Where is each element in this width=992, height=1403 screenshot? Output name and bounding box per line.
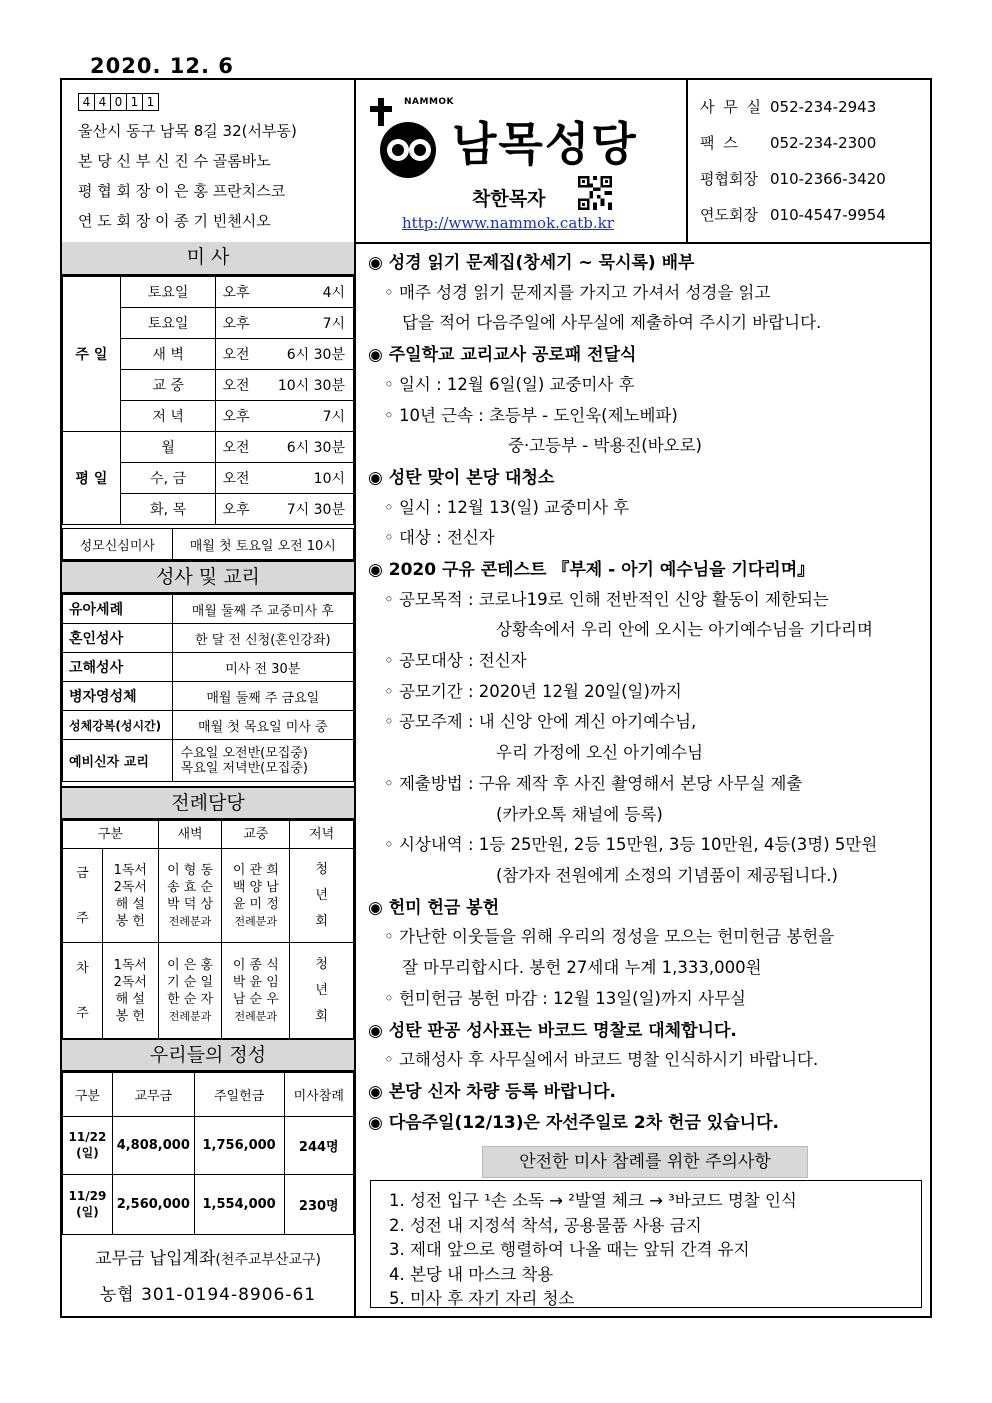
offering-title: 우리들의 정성 — [62, 1038, 354, 1072]
rosary-president: 연 도 회 장 이 종 기 빈첸시오 — [78, 212, 271, 230]
sunday-label: 주 일 — [63, 277, 121, 432]
mass-day: 교 중 — [120, 370, 216, 401]
notice-line: ◦ 10년 근속 : 초등부 - 도인욱(제노베파) — [384, 406, 678, 425]
notice-line: ◦ 매주 성경 읽기 문제지를 가지고 가셔서 성경을 읽고 — [384, 283, 771, 302]
safety-item: 4. 본당 내 마스크 착용 — [389, 1264, 554, 1284]
safety-item: 1. 성전 입구 ¹손 소독 → ²발열 체크 → ³바코드 명찰 인식 — [389, 1191, 797, 1210]
slogan: 착한목자 — [472, 188, 546, 210]
devotion-label: 성모신심미사 — [63, 529, 173, 560]
weekday-label: 평 일 — [63, 432, 121, 525]
address: 울산시 동구 남목 8길 32(서부동) — [78, 122, 297, 140]
mass-day: 저 녁 — [120, 401, 216, 432]
roles: 1독서 2독서 해 설 봉 헌 — [102, 943, 158, 1039]
notice-line: ◦ 대상 : 전신자 — [384, 528, 495, 547]
main-staff: 이 관 희 백 양 남 윤 미 정 전례분과 — [222, 849, 290, 943]
mass-time: 오후 7시 30분 — [216, 494, 354, 525]
left-column — [62, 242, 356, 1318]
notice-line: ◦ 공모기간 : 2020년 12월 20일(일)까지 — [384, 682, 682, 701]
week-label: 차 주 — [63, 943, 103, 1039]
mass-table — [62, 276, 354, 525]
zip-digit: 1 — [126, 93, 143, 111]
notice-line: ◦ 가난한 이웃들을 위해 우리의 정성을 모으는 헌미헌금 봉헌을 — [384, 927, 835, 946]
safety-title: 안전한 미사 참례를 위한 주의사항 — [482, 1146, 808, 1178]
notices-column — [356, 242, 930, 1318]
contact-fax: 팩 스 052-234-2300 — [700, 134, 877, 152]
church-logo-area — [356, 80, 688, 242]
safety-item: 5. 미사 후 자기 자리 청소 — [389, 1289, 575, 1308]
mass-day: 토요일 — [120, 277, 216, 308]
table-row — [63, 277, 354, 308]
notice-line: 잘 마무리합시다. 봉헌 27세대 누계 1,333,000원 — [402, 958, 762, 977]
sacraments-table — [62, 594, 354, 782]
contact-rosary: 연도회장 010-4547-9954 — [700, 206, 886, 224]
notice-heading: ◉ 성경 읽기 문제집(창세기 ~ 묵시록) 배부 — [368, 253, 695, 273]
church-name: 남목성당 — [452, 117, 638, 171]
liturgy-title: 전례담당 — [62, 786, 354, 820]
evening-staff: 청 년 회 — [290, 849, 354, 943]
mass-day: 월 — [120, 432, 216, 463]
safety-item: 3. 제대 앞으로 행렬하여 나올 때는 앞뒤 간격 유지 — [389, 1240, 750, 1259]
notice-line: 중·고등부 - 박용진(바오로) — [508, 436, 702, 455]
account-number: 농협 301-0194-8906-61 — [99, 1285, 317, 1305]
liturgy-table — [62, 820, 354, 1039]
notice-heading: ◉ 주일학교 교리교사 공로패 전달식 — [368, 345, 637, 365]
table-row — [63, 740, 354, 782]
mass-time: 오전 6시 30분 — [216, 432, 354, 463]
safety-box — [370, 1180, 922, 1308]
notice-heading: ◉ 2020 구유 콘테스트 『부제 - 아기 예수님을 기다리며』 — [368, 560, 815, 580]
notice-line: ◦ 공모대상 : 전신자 — [384, 651, 527, 670]
notice-heading: ◉ 헌미 헌금 봉헌 — [368, 898, 500, 918]
notice-heading: ◉ 본당 신자 차량 등록 바랍니다. — [368, 1082, 616, 1102]
logo-english: NAMMOK — [404, 97, 455, 107]
table-row: 혼인성사 한 달 전 신청(혼인강좌) — [63, 624, 354, 653]
zip-digit: 4 — [94, 93, 111, 111]
table-row: 유아세례 매월 둘째 주 교중미사 후 — [63, 595, 354, 624]
offering-table — [62, 1072, 354, 1235]
main-staff: 이 종 식 박 윤 임 남 순 우 전례분과 — [222, 943, 290, 1039]
contact-office: 사 무 실 052-234-2943 — [700, 98, 877, 116]
mass-time: 오전 10시 30분 — [216, 370, 354, 401]
table-row: 11/29 (일) 2,560,000 1,554,000 230명 — [63, 1175, 354, 1235]
council-president: 평 협 회 장 이 은 홍 프란치스코 — [78, 182, 286, 200]
table-row — [63, 432, 354, 463]
website-link[interactable]: http://www.nammok.catb.kr — [402, 214, 614, 232]
evening-staff: 청 년 회 — [290, 943, 354, 1039]
notice-heading: ◉ 다음주일(12/13)은 자선주일로 2차 헌금 있습니다. — [368, 1113, 779, 1133]
notice-line: ◦ 일시 : 12월 6일(일) 교중미사 후 — [384, 375, 635, 394]
table-row: 구분 새벽 교중 저녁 — [63, 821, 354, 849]
notice-line: ◦ 공모목적 : 코로나19로 인해 전반적인 신앙 활동이 제한되는 — [384, 590, 829, 609]
mass-day: 토요일 — [120, 308, 216, 339]
notice-line: ◦ 헌미헌금 봉헌 마감 : 12월 13일(일)까지 사무실 — [384, 989, 746, 1008]
notice-line: ◦ 시상내역 : 1등 25만원, 2등 15만원, 3등 10만원, 4등(3명) 5만원 — [384, 835, 878, 854]
table-row — [63, 849, 354, 943]
mass-day: 새 벽 — [120, 339, 216, 370]
catechumen-schedule: 수요일 오전반(모집중) 목요일 저녁반(모집중) — [172, 740, 353, 782]
zip-digit: 4 — [78, 93, 95, 111]
notice-line: (참가자 전원에게 소정의 기념품이 제공됩니다.) — [496, 866, 838, 885]
header — [62, 80, 930, 244]
notice-line: ◦ 공모주제 : 내 신앙 안에 계신 아기예수님, — [384, 712, 697, 731]
mass-time: 오후 7시 — [216, 308, 354, 339]
table-row: 구분 교무금 주일헌금 미사참례 — [63, 1073, 354, 1117]
contact-council: 평협회장 010-2366-3420 — [700, 170, 886, 188]
zip-digit: 1 — [142, 93, 159, 111]
header-info — [62, 80, 356, 242]
notice-heading: ◉ 성탄 맞이 본당 대청소 — [368, 468, 555, 488]
notice-line: 상황속에서 우리 안에 오시는 아기예수님을 기다리며 — [496, 620, 873, 639]
mass-title: 미 사 — [62, 242, 354, 276]
mass-time: 오후 4시 — [216, 277, 354, 308]
mass-day: 화, 목 — [120, 494, 216, 525]
notice-line: 답을 적어 다음주일에 사무실에 제출하여 주시기 바랍니다. — [402, 313, 822, 332]
dawn-staff: 이 은 홍 기 순 일 한 순 자 전례분과 — [158, 943, 222, 1039]
table-row: 11/22 (일) 4,808,000 1,756,000 244명 — [63, 1117, 354, 1175]
notice-line: (카카오톡 채널에 등록) — [496, 805, 663, 824]
week-label: 금 주 — [63, 849, 103, 943]
table-row — [63, 529, 354, 560]
contacts — [688, 80, 930, 242]
mass-time: 오전 6시 30분 — [216, 339, 354, 370]
dawn-staff: 이 형 동 송 효 순 박 덕 상 전례분과 — [158, 849, 222, 943]
notice-line: ◦ 제출방법 : 구유 제작 후 사진 촬영해서 본당 사무실 제출 — [384, 774, 803, 793]
devotion-table — [62, 528, 354, 560]
table-row — [63, 943, 354, 1039]
devotion-value: 매월 첫 토요일 오전 10시 — [172, 529, 353, 560]
table-row: 성체강복(성시간) 매월 첫 목요일 미사 중 — [63, 711, 354, 740]
qr-code-icon — [578, 176, 612, 210]
notice-heading: ◉ 성탄 판공 성사표는 바코드 명찰로 대체합니다. — [368, 1021, 737, 1041]
notice-line: ◦ 고해성사 후 사무실에서 바코드 명찰 인식하시기 바랍니다. — [384, 1050, 819, 1069]
priest: 본 당 신 부 신 진 수 골롬바노 — [78, 152, 271, 170]
notice-line: ◦ 일시 : 12월 13(일) 교중미사 후 — [384, 498, 630, 517]
mass-day: 수, 금 — [120, 463, 216, 494]
roles: 1독서 2독서 해 설 봉 헌 — [102, 849, 158, 943]
table-row: 고해성사 미사 전 30분 — [63, 653, 354, 682]
account-title: 교무금 납입계좌(천주교부산교구) — [95, 1249, 321, 1269]
sacraments-title: 성사 및 교리 — [62, 560, 354, 594]
zip-code — [78, 93, 158, 111]
safety-item: 2. 성전 내 지정석 착석, 공용물품 사용 금지 — [389, 1215, 702, 1235]
catechumen-label: 예비신자 교리 — [63, 740, 173, 782]
mass-time: 오전 10시 — [216, 463, 354, 494]
notice-line: 우리 가정에 오신 아기예수님 — [496, 743, 704, 762]
bulletin-frame — [60, 78, 932, 1318]
mass-time: 오후 7시 — [216, 401, 354, 432]
zip-digit: 0 — [110, 93, 127, 111]
bulletin-date: 2020. 12. 6 — [90, 54, 234, 78]
table-row: 병자영성체 매월 둘째 주 금요일 — [63, 682, 354, 711]
